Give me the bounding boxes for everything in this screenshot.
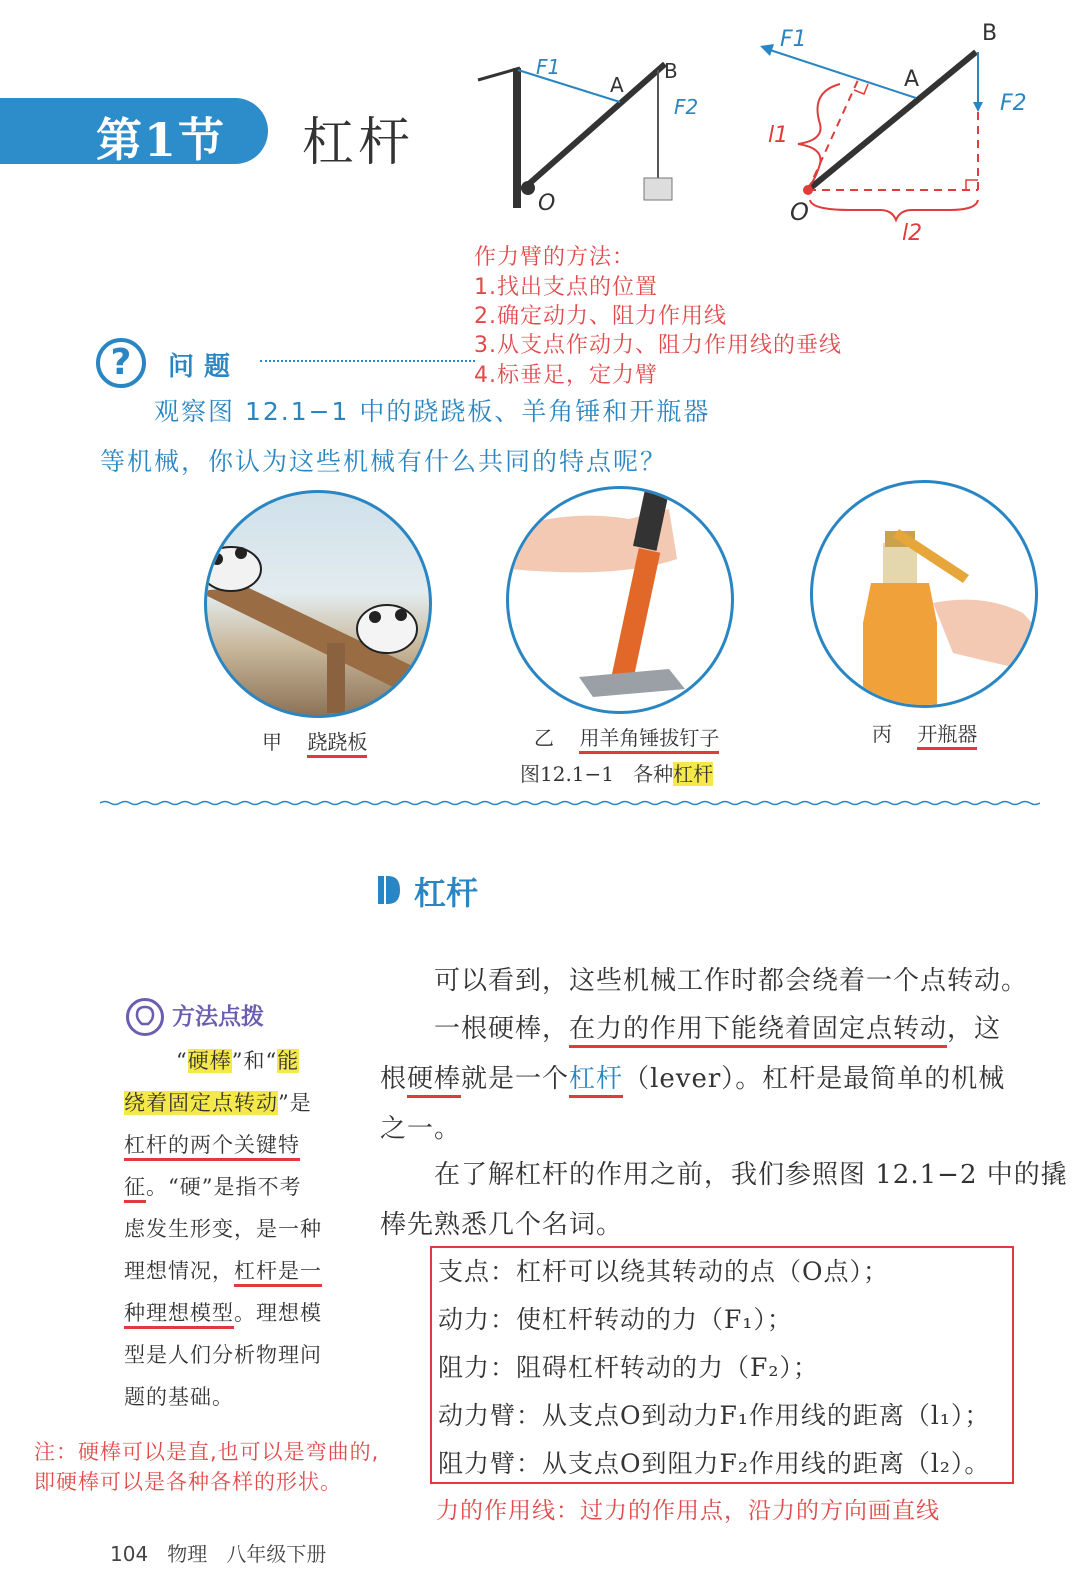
label-f1: F1: [536, 55, 561, 79]
label-b: B: [982, 21, 998, 46]
figure-caption-a: [262, 726, 367, 755]
paragraph-3-line-1: 在了解杠杆的作用之前，我们参照图 12.1−2 中的撬: [434, 1160, 1068, 1190]
figure-label: 开瓶器: [917, 722, 977, 750]
hammer-photo: [506, 486, 734, 714]
footer-grade: 八年级下册: [226, 1542, 327, 1566]
label-l2: l2: [902, 221, 923, 246]
weight-block: [644, 178, 672, 200]
lever-diagram-left: [470, 40, 710, 220]
method-title: 作力臂的方法：: [474, 245, 636, 270]
page-footer: [110, 1538, 326, 1567]
question-label: 问题: [168, 352, 241, 382]
tip-line: 虑发生形变，是一种: [124, 1217, 322, 1241]
label-l1: l1: [768, 123, 789, 148]
tip-line: 种理想模型。理想模: [124, 1292, 322, 1334]
tip-line: 杠杆的两个关键特: [124, 1124, 300, 1166]
section-label: 第1节: [96, 113, 227, 167]
definition-effort-arm: 动力臂：从支点O到动力F₁作用线的距离（l₁）；: [438, 1401, 991, 1430]
seesaw-illustration: [207, 493, 432, 718]
subsection-marker-icon: [378, 876, 400, 904]
lever-bar: [522, 64, 665, 190]
paragraph-3-line-2: 棒先熟悉几个名词。: [380, 1210, 624, 1240]
question-icon: ?: [96, 338, 146, 388]
footer-subject: 物理: [167, 1542, 208, 1566]
pivot: [521, 181, 535, 195]
paragraph-2-line-1: 一根硬棒，在力的作用下能绕着固定点转动，这: [434, 1004, 1001, 1054]
paragraph-1: 可以看到，这些机械工作时都会绕着一个点转动。: [434, 966, 1029, 996]
label-a: A: [610, 73, 624, 97]
section-title: 杠杆: [302, 113, 415, 173]
paragraph-2-line-2: 根硬棒就是一个杠杆（lever）。杠杆是最简单的机械: [380, 1054, 1005, 1104]
label-f1: F1: [780, 27, 807, 52]
definition-pivot: 支点：杠杆可以绕其转动的点（O点）；: [438, 1257, 889, 1286]
lever-diagram-right: [750, 14, 1040, 254]
definition-effort: 动力：使杠杆转动的力（F₁）；: [438, 1305, 793, 1334]
method-step: 1.找出支点的位置: [474, 275, 658, 300]
label-o: O: [790, 198, 809, 226]
figure-caption-c: [872, 718, 977, 747]
figure-prefix: 丙: [872, 722, 892, 746]
paragraph-2-line-3: 之一。: [380, 1114, 462, 1144]
right-angle-2: [966, 180, 978, 190]
tip-line: 题的基础。: [124, 1385, 234, 1409]
tip-line: 型是人们分析物理问: [124, 1343, 322, 1367]
pole: [513, 68, 521, 208]
rope-f1: [518, 70, 620, 102]
question-line-1: 观察图 12.1−1 中的跷跷板、羊角锤和开瓶器: [154, 397, 711, 426]
tip-line: 征。“硬”是指不考: [124, 1166, 301, 1208]
tip-title: 方法点拨: [172, 1004, 264, 1030]
figure-caption-b: [534, 722, 719, 751]
method-step: 2.确定动力、阻力作用线: [474, 304, 727, 329]
definition-resistance-arm: 阻力臂：从支点O到阻力F₂作用线的距离（l₂）。: [438, 1449, 991, 1478]
label-a: A: [904, 67, 920, 92]
note-rod-line-1: 注：硬棒可以是直,也可以是弯曲的,: [34, 1440, 380, 1464]
method-step: 3.从支点作动力、阻力作用线的垂线: [474, 333, 842, 358]
subsection-title: 杠杆: [414, 874, 479, 912]
arm-l1: [808, 80, 858, 190]
lever-bar: [808, 52, 976, 190]
hammer-illustration: [509, 489, 734, 714]
tip-line: 绕着固定点转动”是: [124, 1091, 312, 1115]
label-b: B: [664, 59, 678, 83]
arrow-f1-icon: [760, 44, 774, 56]
figure-prefix: 乙: [534, 726, 554, 750]
figure-label: 用羊角锤拔钉子: [579, 726, 719, 754]
note-force-line: 力的作用线：过力的作用点，沿力的方向画直线: [436, 1498, 940, 1524]
label-f2: F2: [1000, 91, 1027, 116]
label-o: O: [538, 191, 556, 216]
note-rod-line-2: 即硬棒可以是各种各样的形状。: [34, 1470, 342, 1494]
brace-l2: [810, 200, 978, 220]
tip-line: 理想情况，杠杆是一: [124, 1250, 322, 1292]
figure-caption-text: 各种: [633, 762, 674, 786]
lightbulb-icon: [126, 998, 164, 1036]
section-divider: [100, 800, 1040, 806]
seesaw-photo: [204, 490, 432, 718]
figure-prefix: 甲: [262, 730, 282, 754]
definition-resistance: 阻力：阻碍杠杆转动的力（F₂）；: [438, 1353, 819, 1382]
figure-label: 跷跷板: [307, 730, 367, 758]
page-number: 104: [110, 1542, 149, 1566]
figure-main-caption: [520, 758, 713, 787]
force-f1-line: [764, 48, 916, 98]
figure-caption-highlight: 杠杆: [673, 762, 714, 786]
label-f2: F2: [674, 95, 699, 119]
figure-number: 图12.1−1: [520, 762, 615, 786]
arrow-f2-icon: [973, 102, 983, 112]
question-rule: [260, 360, 475, 362]
bottle-opener-illustration: [813, 483, 1038, 708]
question-line-2: 等机械，你认为这些机械有什么共同的特点呢？: [100, 447, 668, 476]
bottle-opener-photo: [810, 480, 1038, 708]
tip-line: “硬棒”和“能: [176, 1049, 300, 1073]
method-step: 4.标垂足，定力臂: [474, 363, 658, 388]
